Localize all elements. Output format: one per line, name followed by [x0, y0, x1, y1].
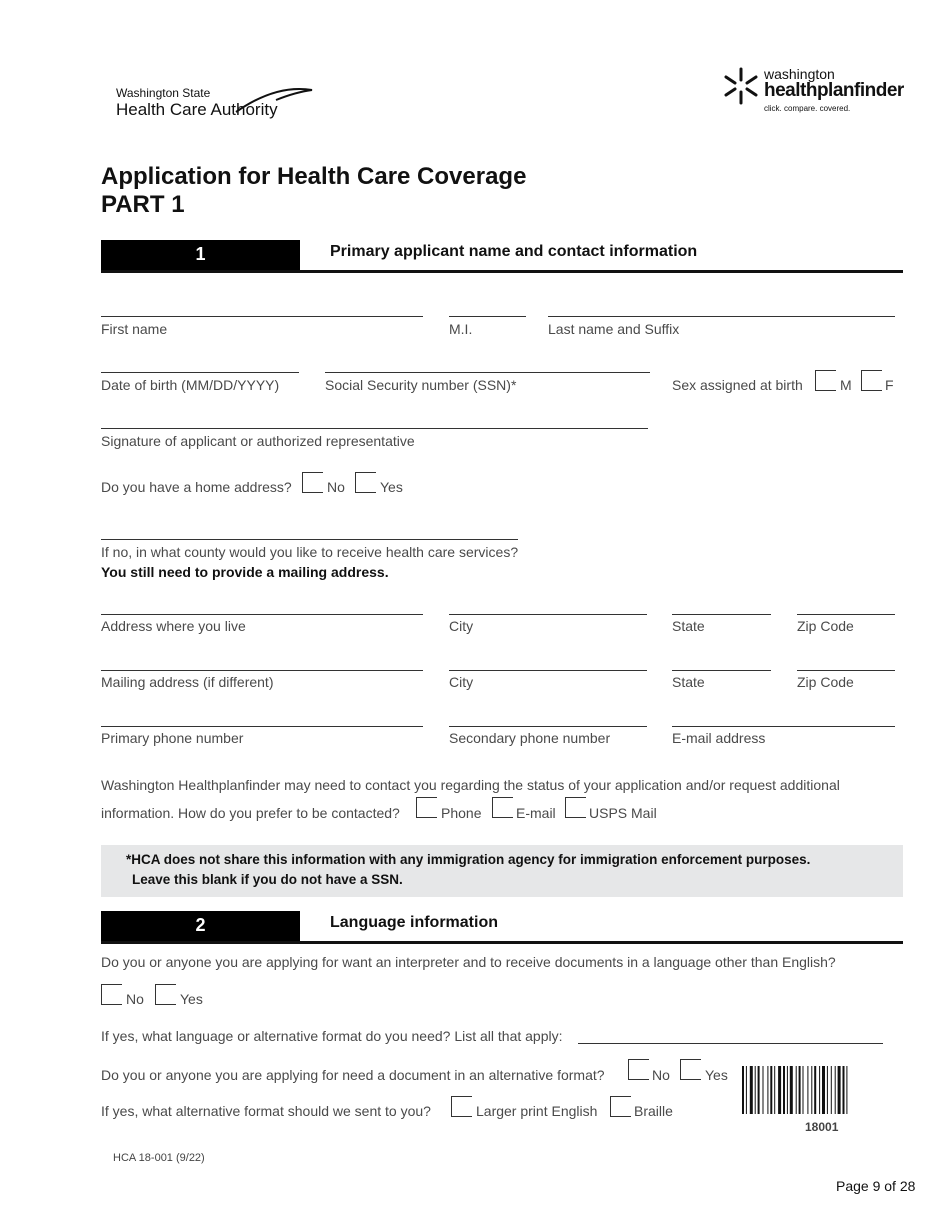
- page-number: Page 9 of 28: [836, 1178, 916, 1194]
- alt-format-yes-label: Yes: [705, 1067, 728, 1083]
- barcode-bar: [799, 1066, 801, 1114]
- large-print-checkbox[interactable]: [451, 1096, 472, 1117]
- last-name-label: Last name and Suffix: [548, 321, 680, 337]
- ssn-notice-line1: *HCA does not share this information with any immigration agency for immigration enforcement purposes.: [126, 852, 811, 867]
- barcode-bar: [783, 1066, 785, 1114]
- barcode-bar: [763, 1066, 764, 1114]
- zip-live-label: Zip Code: [797, 618, 854, 634]
- hca-logo-line1: Washington State: [116, 86, 211, 100]
- contact-email-checkbox[interactable]: [492, 797, 513, 818]
- barcode-bar: [846, 1066, 847, 1114]
- state-live-label: State: [672, 618, 705, 634]
- mi-label: M.I.: [449, 321, 473, 337]
- zip-mailing-field[interactable]: [797, 670, 895, 671]
- barcode-bar: [807, 1066, 808, 1114]
- barcode-bar: [774, 1066, 775, 1114]
- home-address-question: Do you have a home address?: [101, 479, 292, 495]
- contact-phone-checkbox[interactable]: [416, 797, 437, 818]
- section1-number: 1: [101, 240, 300, 270]
- page-title-line2: PART 1: [101, 191, 185, 218]
- barcode-bar: [822, 1066, 825, 1114]
- page-title-line1: Application for Health Care Coverage: [101, 163, 527, 190]
- hpf-logo-line1: washington: [764, 66, 835, 82]
- barcode-bar: [811, 1066, 812, 1114]
- barcode-bar: [803, 1066, 804, 1114]
- contact-email-label: E-mail: [516, 805, 556, 821]
- barcode-bar: [796, 1066, 797, 1114]
- mailing-address-label: Mailing address (if different): [101, 674, 274, 690]
- address-live-field[interactable]: [101, 614, 423, 615]
- contact-mail-label: USPS Mail: [589, 805, 657, 821]
- barcode-icon: [742, 1066, 904, 1114]
- alt-format-question: Do you or anyone you are applying for need a document in an alternative format?: [101, 1067, 605, 1083]
- primary-phone-field[interactable]: [101, 726, 423, 727]
- barcode-number: 18001: [805, 1120, 839, 1134]
- city-live-field[interactable]: [449, 614, 647, 615]
- barcode-bar: [778, 1066, 781, 1114]
- contact-phone-label: Phone: [441, 805, 482, 821]
- home-address-no-label: No: [327, 479, 345, 495]
- section1-title: Primary applicant name and contact information: [330, 243, 698, 260]
- barcode-bar: [831, 1066, 832, 1114]
- hca-logo: [116, 86, 316, 126]
- first-name-field[interactable]: [101, 316, 423, 317]
- signature-field[interactable]: [101, 428, 648, 429]
- last-name-field[interactable]: [548, 316, 895, 317]
- primary-phone-label: Primary phone number: [101, 730, 244, 746]
- braille-label: Braille: [634, 1103, 673, 1119]
- starburst-icon: [722, 66, 760, 106]
- healthplanfinder-logo: [722, 66, 912, 116]
- barcode-bar: [750, 1066, 753, 1114]
- alt-format-yes-checkbox[interactable]: [680, 1059, 701, 1080]
- hpf-tagline: click. compare. covered.: [764, 104, 851, 113]
- email-label: E-mail address: [672, 730, 766, 746]
- barcode-bar: [755, 1066, 756, 1114]
- hpf-logo-line2: healthplanfinder: [764, 80, 904, 101]
- ssn-notice-box: [101, 845, 903, 897]
- dob-label: Date of birth (MM/DD/YYYY): [101, 377, 280, 393]
- which-format-question: If yes, what alternative format should we sent to you?: [101, 1103, 431, 1119]
- barcode-bar: [819, 1066, 820, 1114]
- sex-f-label: F: [885, 377, 894, 393]
- page-title: [101, 163, 526, 219]
- contact-question-line2: information. How do you prefer to be contacted?: [101, 805, 400, 821]
- barcode-bar: [758, 1066, 760, 1114]
- language-question: If yes, what language or alternative format do you need? List all that apply:: [101, 1028, 563, 1044]
- sex-f-checkbox[interactable]: [861, 370, 882, 391]
- sex-m-checkbox[interactable]: [815, 370, 836, 391]
- section2-number: 2: [101, 911, 300, 941]
- ssn-label: Social Security number (SSN)*: [325, 377, 517, 393]
- zip-live-field[interactable]: [797, 614, 895, 615]
- interpreter-question: Do you or anyone you are applying for want an interpreter and to receive documents in a language other than English?: [101, 954, 836, 970]
- hca-logo-swoosh-icon: [216, 86, 336, 116]
- secondary-phone-field[interactable]: [449, 726, 647, 727]
- mailing-note: You still need to provide a mailing address.: [101, 564, 389, 580]
- contact-mail-checkbox[interactable]: [565, 797, 586, 818]
- dob-field[interactable]: [101, 372, 299, 373]
- barcode-bar: [767, 1066, 768, 1114]
- language-field[interactable]: [578, 1043, 883, 1044]
- state-mailing-label: State: [672, 674, 705, 690]
- large-print-label: Larger print English: [476, 1103, 598, 1119]
- barcode-bar: [814, 1066, 816, 1114]
- barcode-bar: [770, 1066, 772, 1114]
- section2-title: Language information: [330, 914, 498, 931]
- contact-question-line1: Washington Healthplanfinder may need to contact you regarding the status of your application and/or request additional: [101, 777, 840, 793]
- interpreter-no-label: No: [126, 991, 144, 1007]
- home-address-yes-checkbox[interactable]: [355, 472, 376, 493]
- state-mailing-field[interactable]: [672, 670, 771, 671]
- city-live-label: City: [449, 618, 474, 634]
- address-live-label: Address where you live: [101, 618, 246, 634]
- state-live-field[interactable]: [672, 614, 771, 615]
- home-address-no-checkbox[interactable]: [302, 472, 323, 493]
- mailing-address-field[interactable]: [101, 670, 423, 671]
- braille-checkbox[interactable]: [610, 1096, 631, 1117]
- interpreter-no-checkbox[interactable]: [101, 984, 122, 1005]
- sex-m-label: M: [840, 377, 852, 393]
- county-question: If no, in what county would you like to receive health care services?: [101, 544, 519, 560]
- barcode-bar: [838, 1066, 841, 1114]
- ssn-notice-line2: Leave this blank if you do not have a SSN.: [132, 872, 403, 887]
- hca-logo-line2: Health Care Authority: [116, 100, 278, 119]
- barcode-bar: [746, 1066, 747, 1114]
- barcode-bar: [835, 1066, 836, 1114]
- barcode-bar: [787, 1066, 788, 1114]
- alt-format-no-label: No: [652, 1067, 670, 1083]
- interpreter-yes-checkbox[interactable]: [155, 984, 176, 1005]
- section1-header: [101, 240, 903, 273]
- sex-label: Sex assigned at birth: [672, 377, 803, 393]
- form-code: HCA 18-001 (9/22): [113, 1152, 205, 1164]
- zip-mailing-label: Zip Code: [797, 674, 854, 690]
- county-field[interactable]: [101, 539, 518, 540]
- first-name-label: First name: [101, 321, 168, 337]
- signature-label: Signature of applicant or authorized representative: [101, 433, 415, 449]
- barcode-bar: [827, 1066, 828, 1114]
- barcode-bar: [843, 1066, 845, 1114]
- mi-field[interactable]: [449, 316, 526, 317]
- interpreter-yes-label: Yes: [180, 991, 203, 1007]
- secondary-phone-label: Secondary phone number: [449, 730, 611, 746]
- home-address-yes-label: Yes: [380, 479, 403, 495]
- city-mailing-label: City: [449, 674, 474, 690]
- city-mailing-field[interactable]: [449, 670, 647, 671]
- ssn-field[interactable]: [325, 372, 650, 373]
- section2-header: [101, 911, 903, 944]
- alt-format-no-checkbox[interactable]: [628, 1059, 649, 1080]
- barcode-bar: [742, 1066, 744, 1114]
- barcode-bar: [790, 1066, 793, 1114]
- email-field[interactable]: [672, 726, 895, 727]
